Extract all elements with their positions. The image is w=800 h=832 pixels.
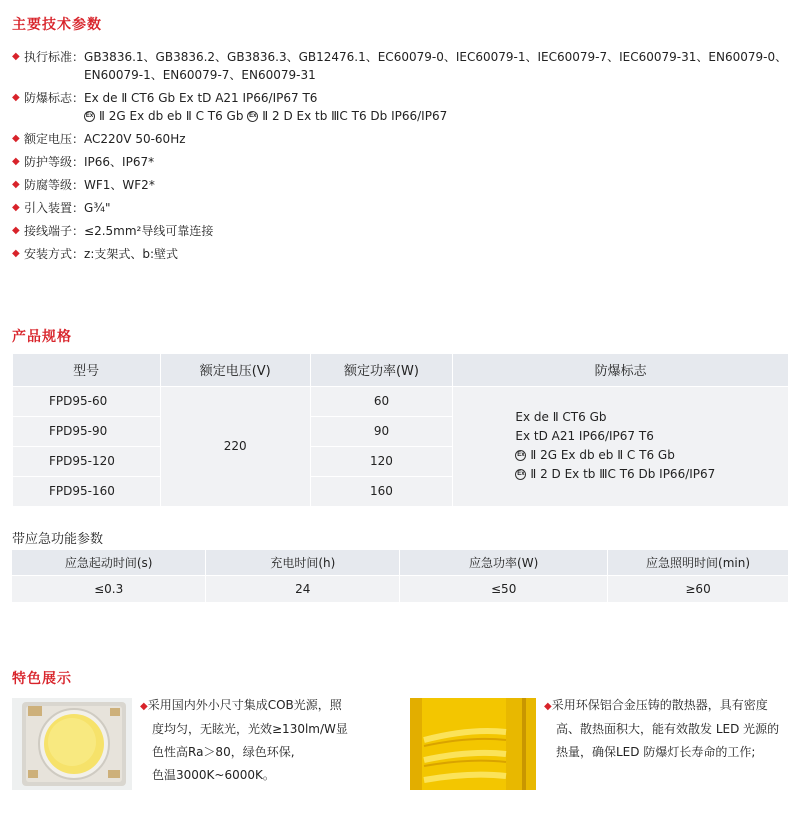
param-voltage <box>12 130 792 148</box>
power-cell: 60 <box>310 386 453 416</box>
cob-led-image <box>12 698 132 790</box>
tech-params-list <box>12 48 792 268</box>
param-value: ≤2.5mm²导线可靠连接 <box>84 224 214 238</box>
spec-table <box>12 354 789 507</box>
tech-params-title: 主要技术参数 <box>12 17 102 33</box>
emergency-table <box>12 550 789 602</box>
param-standard <box>12 48 792 84</box>
param-value: IP66、IP67* <box>84 155 155 169</box>
column-header: 防爆标志 <box>453 354 789 386</box>
param-protection <box>12 153 792 171</box>
cob-feature-text <box>140 694 380 787</box>
ex-mark-line: Ⅱ 2G Ex db eb Ⅱ C T6 Gb <box>530 448 675 462</box>
model-cell: FPD95-120 <box>13 446 161 476</box>
column-header: 应急起动时间(s) <box>12 550 206 575</box>
param-entry <box>12 199 792 217</box>
ex-mark-cell <box>453 386 789 506</box>
power-cell: 120 <box>310 446 453 476</box>
feature-line: 采用环保铝合金压铸的散热器，具有密度 <box>551 698 768 712</box>
param-corrosion <box>12 176 792 194</box>
param-label: 防爆标志： <box>24 91 85 105</box>
param-value: G¾" <box>84 201 111 215</box>
param-label: 引入装置： <box>24 201 85 215</box>
column-header: 额定电压(V) <box>160 354 310 386</box>
heatsink-fins-icon <box>410 698 536 790</box>
table-row <box>13 386 789 416</box>
feature-line: 度均匀，无眩光，光效≥130lm/W显 <box>152 722 348 736</box>
diamond-bullet-icon: ◆ <box>12 92 20 103</box>
param-value: AC220V 50-60Hz <box>84 132 186 146</box>
feature-line: 热量，确保LED 防爆灯长寿命的工作; <box>556 745 756 759</box>
feature-line: 色温3000K~6000K。 <box>152 768 275 782</box>
param-mounting <box>12 245 792 263</box>
ex-mark-b: Ex tD A21 IP66/IP67 T6 <box>178 91 318 105</box>
ex-certification-icon: Ex <box>84 111 95 122</box>
param-label: 防腐等级： <box>24 178 85 192</box>
spec-table-header <box>13 354 789 386</box>
diamond-bullet-icon: ◆ <box>12 133 20 144</box>
param-value: z:支架式、b:壁式 <box>84 247 179 261</box>
column-header: 充电时间(h) <box>206 550 400 575</box>
feature-line: 色性高Ra＞80，绿色环保, <box>152 745 295 759</box>
heatsink-feature-text <box>544 694 796 764</box>
power-cell: 160 <box>310 476 453 506</box>
param-terminal <box>12 222 792 240</box>
power-cell: 90 <box>310 416 453 446</box>
ex-certification-icon: Ex <box>247 111 258 122</box>
model-cell: FPD95-60 <box>13 386 161 416</box>
ex-mark-line: Ⅱ 2 D Ex tb ⅢC T6 Db IP66/IP67 <box>530 467 716 481</box>
column-header: 应急照明时间(min) <box>608 550 789 575</box>
diamond-bullet-icon: ◆ <box>12 156 20 167</box>
ex-mark-c: Ⅱ 2G Ex db eb Ⅱ C T6 Gb <box>99 109 244 123</box>
emergency-value: ≤50 <box>400 575 608 602</box>
diamond-bullet-icon: ◆ <box>12 51 20 62</box>
param-ex-mark <box>12 89 792 125</box>
param-value: WF1、WF2* <box>84 178 155 192</box>
diamond-bullet-icon: ◆ <box>140 701 148 712</box>
emergency-value: ≥60 <box>608 575 789 602</box>
column-header: 额定功率(W) <box>310 354 453 386</box>
diamond-bullet-icon: ◆ <box>12 179 20 190</box>
diamond-bullet-icon: ◆ <box>12 225 20 236</box>
heatsink-image <box>410 698 536 790</box>
feature-title: 特色展示 <box>12 671 72 687</box>
param-value: EN60079-1、EN60079-7、EN60079-31 <box>84 68 316 82</box>
voltage-cell: 220 <box>160 386 310 506</box>
param-label: 防护等级： <box>24 155 85 169</box>
feature-line: 采用国内外小尺寸集成COB光源，照 <box>147 698 342 712</box>
diamond-bullet-icon: ◆ <box>12 202 20 213</box>
column-header: 应急功率(W) <box>400 550 608 575</box>
emergency-value: ≤0.3 <box>12 575 206 602</box>
spec-title: 产品规格 <box>12 329 72 345</box>
param-value: GB3836.1、GB3836.2、GB3836.3、GB12476.1、EC60079-0、IEC60079-1、IEC60079-7、IEC60079-31、EN60079-0、 <box>84 50 788 64</box>
param-label: 安装方式： <box>24 247 85 261</box>
model-cell: FPD95-160 <box>13 476 161 506</box>
ex-mark-d: Ⅱ 2 D Ex tb ⅢC T6 Db IP66/IP67 <box>262 109 448 123</box>
param-label: 接线端子： <box>24 224 85 238</box>
ex-certification-icon: Ex <box>515 450 526 461</box>
feature-line: 高、散热面积大，能有效散发 LED 光源的 <box>556 722 780 736</box>
ex-mark-line: Ex tD A21 IP66/IP67 T6 <box>515 429 654 443</box>
ex-mark-a: Ex de Ⅱ CT6 Gb <box>84 91 176 105</box>
emergency-title: 带应急功能参数 <box>12 532 104 547</box>
emergency-table-header <box>12 550 789 575</box>
ex-mark-line: Ex de Ⅱ CT6 Gb <box>515 410 607 424</box>
table-row <box>12 575 789 602</box>
cob-led-chip-icon <box>12 698 132 790</box>
param-label: 执行标准： <box>24 50 85 64</box>
ex-certification-icon: Ex <box>515 469 526 480</box>
emergency-value: 24 <box>206 575 400 602</box>
column-header: 型号 <box>13 354 161 386</box>
model-cell: FPD95-90 <box>13 416 161 446</box>
param-label: 额定电压： <box>24 132 85 146</box>
diamond-bullet-icon: ◆ <box>12 248 20 259</box>
diamond-bullet-icon: ◆ <box>544 701 552 712</box>
